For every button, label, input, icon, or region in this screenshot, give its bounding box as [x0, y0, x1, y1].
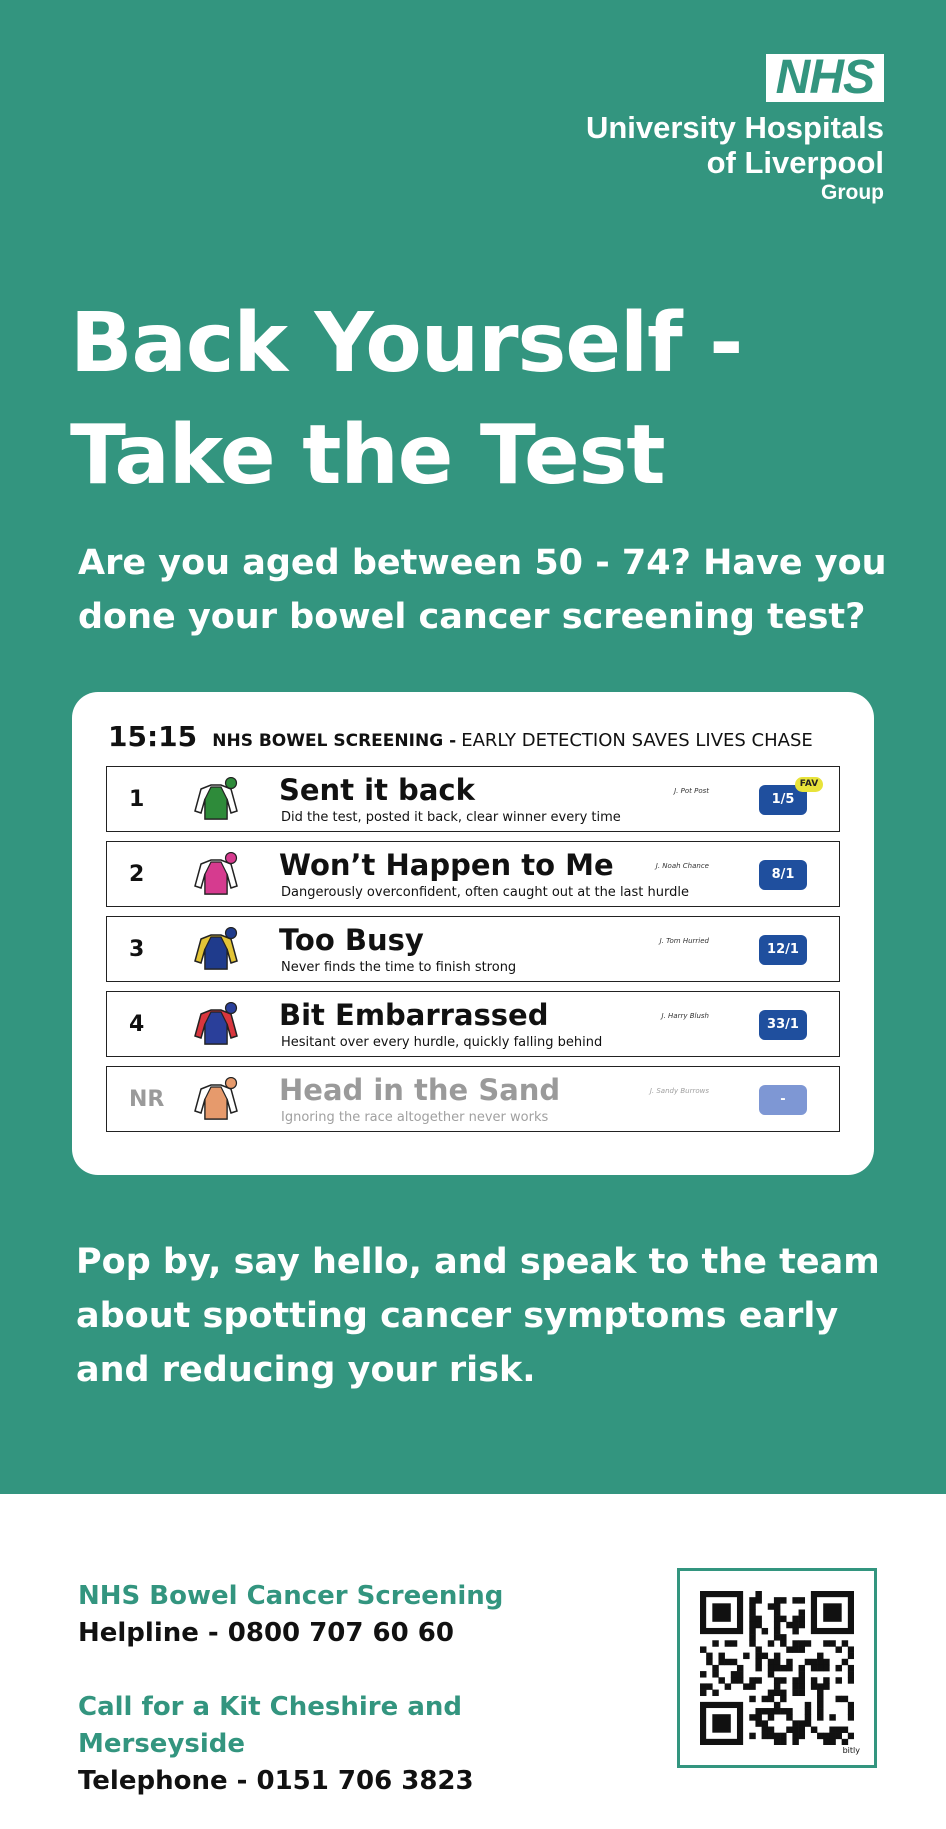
odds-badge: 33/1	[759, 1010, 807, 1040]
jockey-silks-icon	[193, 852, 239, 896]
jockey-name: J. Tom Hurried	[659, 937, 709, 945]
jockey-silks-icon	[193, 777, 239, 821]
contact-kit-request	[78, 1689, 638, 1800]
racecard	[72, 692, 874, 1175]
horse-name: Won’t Happen to Me	[279, 848, 614, 882]
headline	[70, 288, 742, 512]
headline-line2: Take the Test	[70, 408, 665, 503]
runner-number: 3	[129, 937, 145, 962]
jockey-name: J. Pot Post	[674, 787, 709, 795]
odds-badge: 12/1	[759, 935, 807, 965]
qr-tag: bitly	[842, 1746, 860, 1755]
runner-row	[106, 1066, 840, 1132]
runner-number: 4	[129, 1012, 145, 1037]
jockey-name: J. Harry Blush	[661, 1012, 709, 1020]
horse-name: Too Busy	[279, 923, 424, 957]
horse-description: Never finds the time to finish strong	[281, 960, 517, 975]
horse-description: Hesitant over every hurdle, quickly falling behind	[281, 1035, 603, 1050]
call-to-action-text: Pop by, say hello, and speak to the team about spotting cancer symptoms early and reducing your risk.	[76, 1242, 880, 1390]
nhs-branding	[585, 51, 884, 206]
horse-name: Bit Embarrassed	[279, 998, 549, 1032]
org-name-line1: University Hospitals	[585, 110, 884, 145]
race-name-rest: EARLY DETECTION SAVES LIVES CHASE	[461, 730, 813, 751]
jockey-name: J. Noah Chance	[655, 862, 709, 870]
race-time: 15:15	[108, 720, 198, 753]
jockey-silks-icon	[193, 927, 239, 971]
qr-code[interactable]	[677, 1568, 877, 1768]
runner-row	[106, 916, 840, 982]
odds-badge: -	[759, 1085, 807, 1115]
contact-title: NHS Bowel Cancer Screening	[78, 1581, 504, 1611]
race-name-bold: NHS BOWEL SCREENING -	[212, 731, 457, 751]
contact-detail: Telephone - 0151 706 3823	[78, 1766, 474, 1796]
org-name-line2: of Liverpool	[706, 145, 884, 180]
runner-number: 1	[129, 787, 145, 812]
contact-helpline	[78, 1578, 638, 1652]
horse-name: Sent it back	[279, 773, 475, 807]
odds-badge: 8/1	[759, 860, 807, 890]
horse-description: Dangerously overconfident, often caught out at the last hurdle	[281, 885, 689, 900]
org-name-line3: Group	[821, 181, 884, 204]
nhs-logo: NHS	[766, 54, 884, 102]
odds-badge: 1/5	[759, 785, 807, 815]
age-question: Are you aged between 50 - 74? Have you done your bowel cancer screening test?	[78, 543, 887, 637]
jockey-name: J. Sandy Burrows	[649, 1087, 709, 1095]
qr-code-pattern	[700, 1591, 854, 1745]
runner-row	[106, 841, 840, 907]
horse-name: Head in the Sand	[279, 1073, 561, 1107]
jockey-silks-icon	[193, 1002, 239, 1046]
race-header	[108, 720, 813, 753]
runner-row	[106, 991, 840, 1057]
runner-row	[106, 766, 840, 832]
horse-description: Did the test, posted it back, clear winner every time	[281, 810, 621, 825]
contact-detail: Helpline - 0800 707 60 60	[78, 1618, 454, 1648]
jockey-silks-icon	[193, 1077, 239, 1121]
headline-line1: Back Yourself -	[70, 296, 743, 391]
favourite-badge: FAV	[795, 777, 823, 792]
runner-number: NR	[129, 1087, 165, 1112]
runner-number: 2	[129, 862, 145, 887]
contact-title: Call for a Kit Cheshire and Merseyside	[78, 1692, 462, 1759]
horse-description: Ignoring the race altogether never works	[281, 1110, 549, 1125]
